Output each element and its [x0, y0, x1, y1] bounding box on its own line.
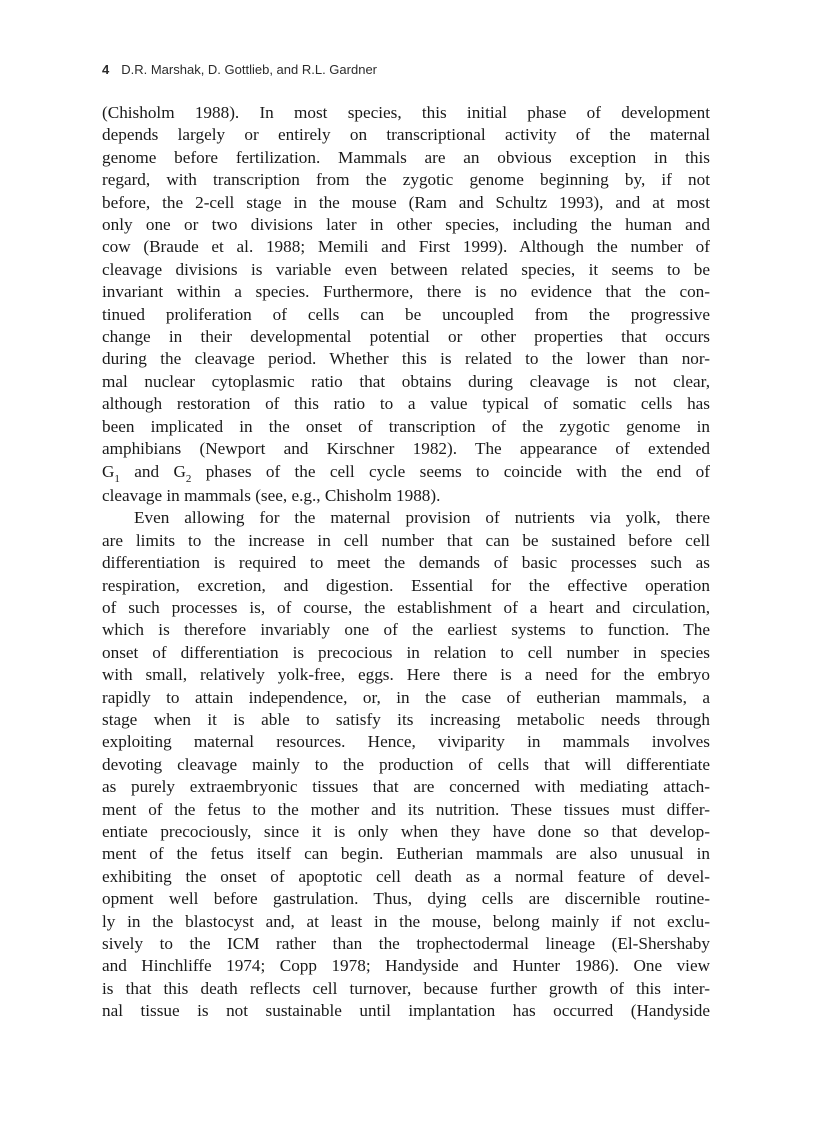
- phases-text: phases of the cell cycle seems to coincide with the end of: [191, 461, 710, 481]
- running-header: [102, 62, 377, 77]
- text-line: Even allowing for the maternal provision of nutrients via yolk, there: [134, 508, 710, 528]
- text-line: sively to the ICM rather than the trophectodermal lineage (El-Shershaby: [102, 934, 710, 954]
- text-line: are limits to the increase in cell number that can be sustained before cell: [102, 530, 710, 550]
- text-line: invariant within a species. Furthermore, there is no evidence that the con-: [102, 282, 710, 302]
- page-number: 4: [102, 62, 110, 77]
- g2-symbol: [173, 461, 192, 485]
- text-line: depends largely or entirely on transcriptional activity of the maternal: [102, 125, 710, 145]
- text-line: and Hinchliffe 1974; Copp 1978; Handyside and Hunter 1986). One view: [102, 956, 710, 976]
- text-line: tinued proliferation of cells can be uncoupled from the progressive: [102, 304, 710, 324]
- text-line: amphibians (Newport and Kirschner 1982). The appearance of extended: [102, 439, 710, 459]
- g1-subscript: 1: [114, 472, 120, 485]
- text-line: ly in the blastocyst and, at least in the mouse, belong mainly if not exclu-: [102, 911, 710, 931]
- g1-base: G: [102, 461, 115, 481]
- text-line: respiration, excretion, and digestion. Essential for the effective operation: [102, 575, 710, 595]
- text-line: been implicated in the onset of transcription of the zygotic genome in: [102, 416, 710, 436]
- text-line: onset of differentiation is precocious in relation to cell number in species: [102, 642, 710, 662]
- g1-symbol: [102, 461, 120, 485]
- text-line: cleavage divisions is variable even between related species, it seems to be: [102, 259, 710, 279]
- text-line: rapidly to attain independence, or, in the case of eutherian mammals, a: [102, 687, 710, 707]
- text-line: with small, relatively yolk-free, eggs. Here there is a need for the embryo: [102, 665, 710, 685]
- text-line: regard, with transcription from the zygotic genome beginning by, if not: [102, 170, 710, 190]
- text-line: exploiting maternal resources. Hence, viviparity in mammals involves: [102, 732, 710, 752]
- paragraph-1: [102, 102, 710, 507]
- text-line: is that this death reflects cell turnover, because further growth of this inter-: [102, 978, 710, 998]
- paragraph-2: [102, 507, 710, 1022]
- text-line: devoting cleavage mainly to the production of cells that will differentiate: [102, 754, 710, 774]
- text-line: ment of the fetus to the mother and its nutrition. These tissues must differ-: [102, 799, 710, 819]
- g2-base: G: [173, 461, 186, 481]
- g2-subscript: 2: [185, 472, 192, 485]
- text-line: stage when it is able to satisfy its increasing metabolic needs through: [102, 709, 710, 729]
- text-line: ment of the fetus itself can begin. Eutherian mammals are also unusual in: [102, 844, 710, 864]
- text-line: genome before fertilization. Mammals are an obvious exception in this: [102, 147, 710, 167]
- author-names: D.R. Marshak, D. Gottlieb, and R.L. Gardner: [121, 62, 378, 77]
- text-line: cleavage in mammals (see, e.g., Chisholm 1988).: [102, 485, 441, 505]
- text-line: entiate precociously, since it is only when they have done so that develop-: [102, 822, 710, 841]
- text-line: mal nuclear cytoplasmic ratio that obtains during cleavage is not clear,: [102, 371, 710, 391]
- and-text: and: [119, 461, 174, 481]
- text-line: before, the 2-cell stage in the mouse (Ram and Schultz 1993), and at most: [102, 192, 710, 212]
- text-line: during the cleavage period. Whether this is related to the lower than nor-: [102, 349, 710, 369]
- body-text: [102, 102, 710, 1023]
- text-line: (Chisholm 1988). In most species, this initial phase of development: [102, 103, 710, 122]
- text-line: opment well before gastrulation. Thus, dying cells are discernible routine-: [102, 889, 710, 909]
- text-line: only one or two divisions later in other species, including the human and: [102, 215, 710, 235]
- text-line: which is therefore invariably one of the earliest systems to function. The: [102, 620, 710, 640]
- text-line: nal tissue is not sustainable until implantation has occurred (Handyside: [102, 1001, 710, 1021]
- text-line: exhibiting the onset of apoptotic cell death as a normal feature of devel-: [102, 866, 710, 886]
- text-line-cell-phases: [102, 461, 710, 485]
- text-line: although restoration of this ratio to a value typical of somatic cells has: [102, 394, 710, 414]
- text-line: change in their developmental potential or other properties that occurs: [102, 327, 710, 347]
- text-line: as purely extraembryonic tissues that are concerned with mediating attach-: [102, 777, 710, 797]
- text-line: cow (Braude et al. 1988; Memili and First 1999). Although the number of: [102, 237, 710, 257]
- text-line: differentiation is required to meet the demands of basic processes such as: [102, 553, 710, 573]
- text-line: of such processes is, of course, the establishment of a heart and circulation,: [102, 597, 710, 617]
